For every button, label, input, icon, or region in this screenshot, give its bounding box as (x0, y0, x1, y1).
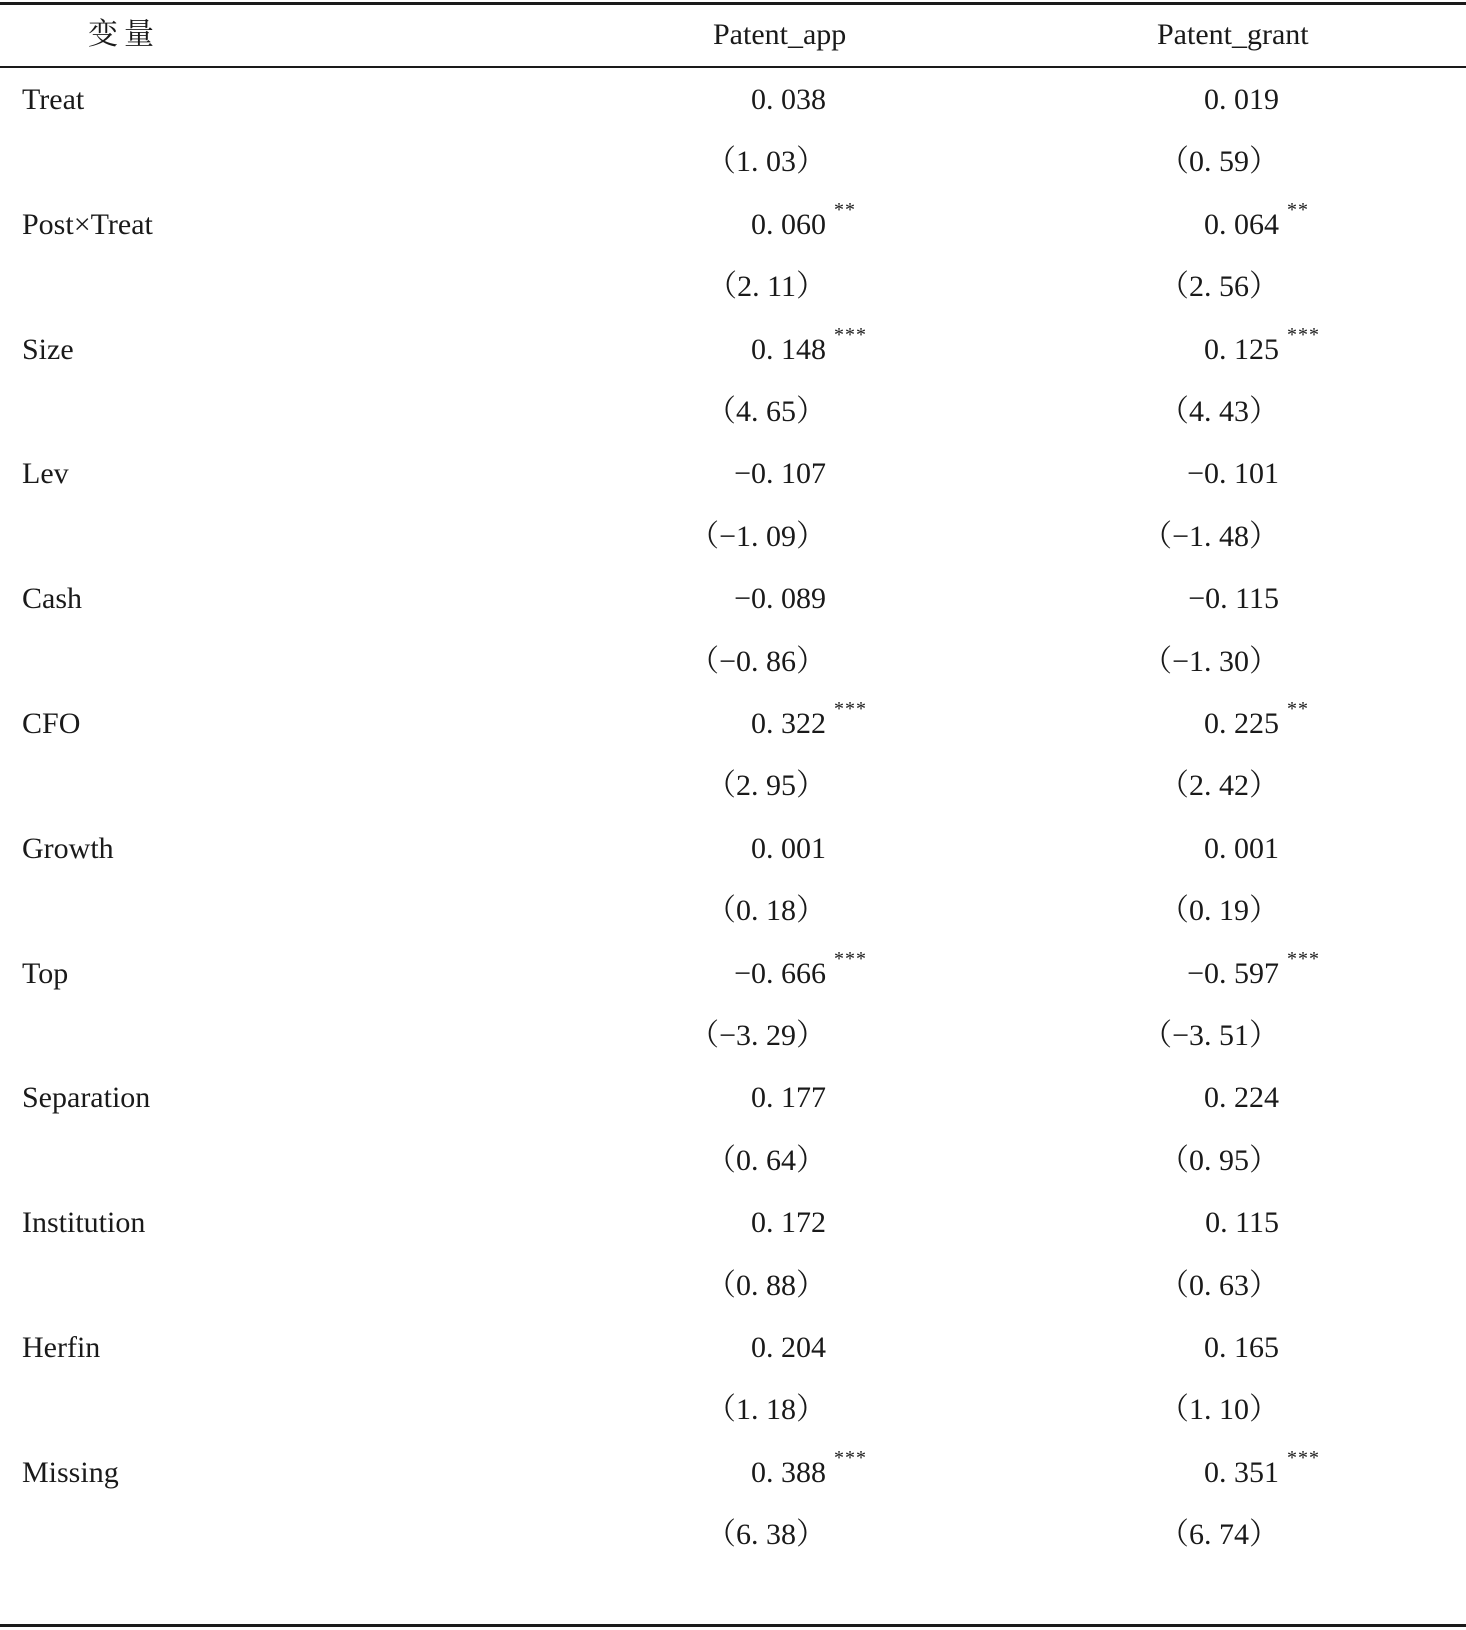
tstat-value: （2. 42） (1159, 769, 1279, 803)
tstat-value: （0. 64） (706, 1143, 826, 1177)
tstat-value: （6. 74） (1159, 1518, 1279, 1552)
tstat-value: （0. 63） (1159, 1268, 1279, 1302)
variable-name: Separation (22, 1081, 151, 1115)
coef-value: −0. 597 (1187, 956, 1279, 990)
coef-value: 0. 204 (751, 1331, 826, 1364)
coef-value: 0. 125 (1204, 332, 1279, 366)
table-row (0, 816, 1466, 881)
significance-stars: *** (1287, 1446, 1320, 1469)
tstat-value: （−3. 29） (689, 1019, 826, 1052)
significance-stars: *** (1287, 323, 1320, 346)
significance-stars: *** (834, 1446, 867, 1469)
tstat-value: （2. 56） (1159, 270, 1279, 304)
tstat-value: （2. 95） (706, 769, 826, 803)
significance-stars: ** (1287, 698, 1309, 720)
coef-value: 0. 038 (751, 83, 826, 116)
table-row-tstat (0, 878, 1466, 943)
significance-stars: ** (1287, 198, 1309, 221)
variable-name: Top (22, 956, 69, 990)
tstat-value: （−0. 86） (689, 644, 826, 678)
tstat-value: （0. 88） (706, 1268, 826, 1302)
tstat-value: （0. 95） (1159, 1143, 1279, 1177)
coef-value: 0. 001 (751, 831, 826, 865)
header-patent-grant: Patent_grant (1157, 18, 1309, 51)
variable-name: Missing (22, 1455, 119, 1489)
variable-name: Institution (22, 1206, 146, 1240)
variable-name: Cash (22, 582, 82, 616)
significance-stars: *** (834, 698, 867, 720)
coef-value: 0. 388 (751, 1455, 826, 1489)
tstat-value: （−1. 48） (1142, 519, 1279, 553)
coef-value: 0. 019 (1204, 83, 1279, 116)
table-row-tstat (0, 379, 1466, 444)
coef-value: 0. 322 (751, 707, 826, 740)
variable-name: Herfin (22, 1331, 101, 1364)
table-row (0, 317, 1466, 382)
table-row (0, 441, 1466, 506)
tstat-value: （−1. 09） (689, 519, 826, 553)
coef-value: −0. 101 (1187, 457, 1279, 491)
table-row (0, 566, 1466, 631)
table-row-tstat (0, 254, 1466, 319)
table-row (0, 1440, 1466, 1505)
tstat-value: （1. 10） (1159, 1393, 1279, 1427)
table-row-tstat (0, 504, 1466, 569)
tstat-value: （1. 03） (706, 145, 826, 179)
table-row (0, 691, 1466, 756)
header-row (0, 0, 1466, 65)
table-row-tstat (0, 629, 1466, 694)
coef-value: 0. 060 (751, 207, 826, 241)
coef-value: 0. 351 (1204, 1455, 1279, 1489)
variable-name: Growth (22, 831, 114, 865)
coef-value: 0. 224 (1204, 1081, 1279, 1115)
tstat-value: （4. 65） (706, 395, 826, 428)
coef-value: 0. 172 (751, 1206, 826, 1240)
coef-value: 0. 064 (1204, 207, 1279, 241)
header-variable: 变量 (88, 18, 160, 51)
variable-name: Treat (22, 83, 85, 116)
significance-stars: *** (834, 323, 867, 346)
significance-stars: ** (834, 198, 856, 221)
table-row (0, 1190, 1466, 1255)
coef-value: 0. 001 (1204, 831, 1279, 865)
tstat-value: （−1. 30） (1142, 644, 1279, 678)
coef-value: 0. 148 (751, 332, 826, 366)
variable-name: Size (22, 332, 74, 366)
significance-stars: *** (834, 947, 867, 970)
variable-name: CFO (22, 707, 81, 740)
table-row (0, 192, 1466, 257)
tstat-value: （0. 18） (706, 894, 826, 928)
coef-value: −0. 107 (734, 457, 826, 491)
header-patent-app: Patent_app (713, 18, 847, 51)
table-row-tstat (0, 1502, 1466, 1567)
coef-value: −0. 666 (734, 956, 826, 990)
tstat-value: （0. 19） (1159, 894, 1279, 928)
coef-value: 0. 177 (751, 1081, 826, 1115)
table-row-tstat (0, 1128, 1466, 1193)
bottom-rule (0, 1624, 1466, 1627)
tstat-value: （2. 11） (707, 270, 826, 304)
table-row-tstat (0, 1377, 1466, 1442)
coef-value: 0. 115 (1205, 1206, 1279, 1240)
table-row (0, 67, 1466, 132)
table-row (0, 941, 1466, 1006)
tstat-value: （0. 59） (1159, 145, 1279, 179)
tstat-value: （−3. 51） (1142, 1019, 1279, 1052)
table-row-tstat (0, 1003, 1466, 1068)
variable-name: Lev (22, 457, 69, 491)
tstat-value: （4. 43） (1159, 395, 1279, 428)
tstat-value: （6. 38） (706, 1518, 826, 1552)
coef-value: −0. 115 (1188, 582, 1279, 616)
table-row-tstat (0, 129, 1466, 194)
variable-name: Post×Treat (22, 207, 153, 241)
table-row-tstat (0, 1253, 1466, 1318)
coef-value: 0. 165 (1204, 1331, 1279, 1364)
coef-value: 0. 225 (1204, 707, 1279, 740)
tstat-value: （1. 18） (706, 1393, 826, 1427)
significance-stars: *** (1287, 947, 1320, 970)
table-row-tstat (0, 753, 1466, 818)
coef-value: −0. 089 (734, 582, 826, 616)
table-row (0, 1065, 1466, 1130)
table-row (0, 1315, 1466, 1380)
